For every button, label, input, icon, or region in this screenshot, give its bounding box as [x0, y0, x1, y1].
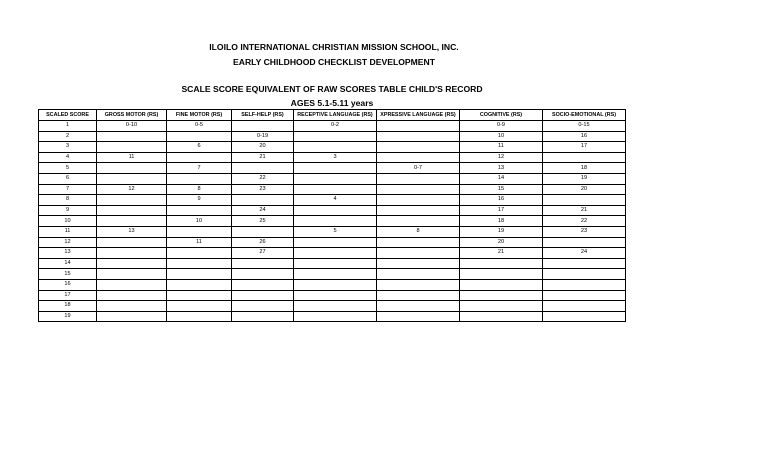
table-row: [39, 195, 626, 206]
raw-score-cell: [294, 248, 377, 259]
raw-score-cell: [377, 279, 460, 290]
table-row: [39, 311, 626, 322]
raw-score-cell: [377, 301, 460, 312]
table-row: [39, 258, 626, 269]
raw-score-cell: 0-19: [232, 131, 294, 142]
table-row: [39, 226, 626, 237]
table-row: [39, 163, 626, 174]
raw-score-cell: [377, 142, 460, 153]
raw-score-cell: 24: [232, 205, 294, 216]
table-row: [39, 237, 626, 248]
scaled-score-cell: 14: [39, 258, 97, 269]
raw-score-cell: 23: [232, 184, 294, 195]
raw-score-cell: [460, 269, 543, 280]
scaled-score-cell: 11: [39, 226, 97, 237]
raw-score-cell: [377, 195, 460, 206]
raw-score-cell: 10: [167, 216, 232, 227]
column-header: SELF-HELP (RS): [232, 110, 294, 121]
raw-score-cell: 17: [543, 142, 626, 153]
raw-score-cell: [377, 121, 460, 132]
raw-score-cell: 27: [232, 248, 294, 259]
raw-score-cell: [294, 311, 377, 322]
raw-score-cell: [543, 258, 626, 269]
raw-score-cell: [377, 311, 460, 322]
raw-score-cell: 25: [232, 216, 294, 227]
raw-score-cell: [294, 290, 377, 301]
raw-score-cell: [294, 237, 377, 248]
raw-score-cell: [167, 290, 232, 301]
raw-score-cell: [232, 226, 294, 237]
raw-score-cell: [543, 279, 626, 290]
raw-score-cell: 12: [460, 152, 543, 163]
raw-score-cell: [543, 237, 626, 248]
raw-score-cell: [97, 301, 167, 312]
raw-score-cell: 0-15: [543, 121, 626, 132]
raw-score-cell: [294, 269, 377, 280]
raw-score-cell: 0-10: [97, 121, 167, 132]
table-row: [39, 290, 626, 301]
raw-score-cell: 21: [543, 205, 626, 216]
raw-score-cell: 0-5: [167, 121, 232, 132]
scaled-score-cell: 1: [39, 121, 97, 132]
scaled-score-cell: 15: [39, 269, 97, 280]
raw-score-cell: [167, 131, 232, 142]
raw-score-cell: 24: [543, 248, 626, 259]
table-row: [39, 152, 626, 163]
raw-score-cell: [294, 163, 377, 174]
raw-score-cell: 16: [460, 195, 543, 206]
raw-score-cell: [294, 173, 377, 184]
raw-score-cell: [377, 269, 460, 280]
raw-score-cell: [377, 205, 460, 216]
document-subtitle: EARLY CHILDHOOD CHECKLIST DEVELOPMENT: [233, 57, 435, 67]
scaled-score-cell: 17: [39, 290, 97, 301]
raw-score-cell: 18: [460, 216, 543, 227]
raw-score-cell: [97, 248, 167, 259]
table-row: [39, 205, 626, 216]
raw-score-cell: 21: [232, 152, 294, 163]
table-body: [39, 121, 626, 322]
raw-score-cell: 13: [460, 163, 543, 174]
raw-score-cell: [377, 237, 460, 248]
table-row: [39, 184, 626, 195]
raw-score-cell: [294, 205, 377, 216]
raw-score-cell: [543, 195, 626, 206]
raw-score-cell: 12: [97, 184, 167, 195]
raw-score-cell: [167, 258, 232, 269]
raw-score-cell: [97, 290, 167, 301]
scaled-score-cell: 10: [39, 216, 97, 227]
raw-score-cell: [97, 173, 167, 184]
raw-score-cell: 8: [167, 184, 232, 195]
scaled-score-cell: 4: [39, 152, 97, 163]
raw-score-cell: 19: [543, 173, 626, 184]
raw-score-cell: [294, 184, 377, 195]
raw-score-cell: [97, 216, 167, 227]
raw-score-cell: 11: [460, 142, 543, 153]
raw-score-cell: 20: [460, 237, 543, 248]
raw-score-cell: 21: [460, 248, 543, 259]
table-row: [39, 173, 626, 184]
raw-score-cell: [97, 258, 167, 269]
school-name: ILOILO INTERNATIONAL CHRISTIAN MISSION SCHOOL, INC.: [209, 42, 459, 52]
raw-score-cell: 11: [97, 152, 167, 163]
raw-score-cell: [543, 290, 626, 301]
raw-score-cell: [232, 311, 294, 322]
raw-score-cell: [97, 269, 167, 280]
raw-score-cell: [294, 216, 377, 227]
table-header-row: [39, 110, 626, 121]
raw-score-cell: [294, 301, 377, 312]
column-header: FINE MOTOR (RS): [167, 110, 232, 121]
raw-score-cell: 19: [460, 226, 543, 237]
scaled-score-cell: 12: [39, 237, 97, 248]
raw-score-cell: 20: [543, 184, 626, 195]
raw-score-cell: [460, 311, 543, 322]
raw-score-cell: 0-7: [377, 163, 460, 174]
raw-score-cell: [232, 195, 294, 206]
raw-score-cell: 14: [460, 173, 543, 184]
raw-score-cell: [97, 279, 167, 290]
scaled-score-cell: 16: [39, 279, 97, 290]
raw-score-cell: [232, 121, 294, 132]
raw-score-cell: [97, 205, 167, 216]
table-row: [39, 301, 626, 312]
raw-score-cell: [377, 216, 460, 227]
raw-score-cell: [543, 301, 626, 312]
scaled-score-cell: 7: [39, 184, 97, 195]
raw-score-cell: [232, 258, 294, 269]
raw-score-cell: [232, 290, 294, 301]
raw-score-cell: [377, 173, 460, 184]
raw-score-cell: [543, 152, 626, 163]
table-row: [39, 131, 626, 142]
raw-score-cell: [377, 131, 460, 142]
raw-score-cell: 20: [232, 142, 294, 153]
raw-score-cell: 0-2: [294, 121, 377, 132]
raw-score-cell: [167, 269, 232, 280]
raw-score-cell: [97, 142, 167, 153]
raw-score-cell: [97, 195, 167, 206]
scaled-score-cell: 2: [39, 131, 97, 142]
column-header: GROSS MOTOR (RS): [97, 110, 167, 121]
table-row: [39, 216, 626, 227]
column-header: SOCIO-EMOTIONAL (RS): [543, 110, 626, 121]
raw-score-cell: 26: [232, 237, 294, 248]
raw-score-cell: [294, 258, 377, 269]
raw-score-cell: [460, 279, 543, 290]
table-row: [39, 142, 626, 153]
raw-score-cell: 9: [167, 195, 232, 206]
scaled-score-cell: 3: [39, 142, 97, 153]
raw-score-cell: 4: [294, 195, 377, 206]
raw-score-cell: 8: [377, 226, 460, 237]
column-header: XPRESSIVE LANGUAGE (RS): [377, 110, 460, 121]
scaled-score-cell: 6: [39, 173, 97, 184]
scaled-score-cell: 9: [39, 205, 97, 216]
raw-score-cell: 15: [460, 184, 543, 195]
raw-score-cell: [232, 269, 294, 280]
raw-score-cell: [97, 163, 167, 174]
scaled-score-cell: 5: [39, 163, 97, 174]
raw-score-cell: [232, 163, 294, 174]
scaled-score-cell: 8: [39, 195, 97, 206]
raw-score-cell: [377, 152, 460, 163]
raw-score-cell: [377, 184, 460, 195]
raw-score-cell: 13: [97, 226, 167, 237]
scaled-score-cell: 19: [39, 311, 97, 322]
raw-score-cell: 22: [232, 173, 294, 184]
raw-score-cell: [460, 290, 543, 301]
raw-score-cell: [294, 131, 377, 142]
raw-score-cell: 22: [543, 216, 626, 227]
table-row: [39, 121, 626, 132]
table-title: SCALE SCORE EQUIVALENT OF RAW SCORES TABLE CHILD'S RECORD: [181, 84, 483, 94]
scaled-score-cell: 18: [39, 301, 97, 312]
column-header: COGNITIVE (RS): [460, 110, 543, 121]
raw-score-cell: [167, 205, 232, 216]
raw-score-cell: 6: [167, 142, 232, 153]
raw-score-cell: [232, 301, 294, 312]
raw-score-cell: [97, 237, 167, 248]
raw-score-cell: [167, 279, 232, 290]
table-row: [39, 248, 626, 259]
raw-score-cell: [167, 226, 232, 237]
raw-score-cell: [294, 279, 377, 290]
table-row: [39, 269, 626, 280]
raw-score-cell: 23: [543, 226, 626, 237]
raw-score-cell: [294, 142, 377, 153]
raw-score-cell: [460, 258, 543, 269]
raw-score-cell: [377, 248, 460, 259]
raw-score-cell: [232, 279, 294, 290]
raw-score-cell: [543, 269, 626, 280]
raw-score-cell: 5: [294, 226, 377, 237]
raw-score-cell: [543, 311, 626, 322]
raw-score-cell: [167, 173, 232, 184]
column-header: RECEPTIVE LANGUAGE (RS): [294, 110, 377, 121]
table-row: [39, 279, 626, 290]
raw-score-cell: 0-9: [460, 121, 543, 132]
raw-score-cell: 16: [543, 131, 626, 142]
raw-score-cell: [97, 131, 167, 142]
age-range: AGES 5.1-5.11 years: [290, 98, 374, 108]
raw-score-cell: [377, 290, 460, 301]
raw-score-cell: [167, 248, 232, 259]
raw-score-cell: [167, 301, 232, 312]
raw-score-cell: 18: [543, 163, 626, 174]
raw-score-cell: 3: [294, 152, 377, 163]
raw-score-cell: [460, 301, 543, 312]
raw-score-cell: 17: [460, 205, 543, 216]
column-header: SCALED SCORE: [39, 110, 97, 121]
raw-score-cell: 10: [460, 131, 543, 142]
score-table: [38, 109, 626, 322]
raw-score-cell: [167, 152, 232, 163]
raw-score-cell: [377, 258, 460, 269]
raw-score-cell: [167, 311, 232, 322]
raw-score-cell: 7: [167, 163, 232, 174]
raw-score-cell: 11: [167, 237, 232, 248]
scaled-score-cell: 13: [39, 248, 97, 259]
raw-score-cell: [97, 311, 167, 322]
